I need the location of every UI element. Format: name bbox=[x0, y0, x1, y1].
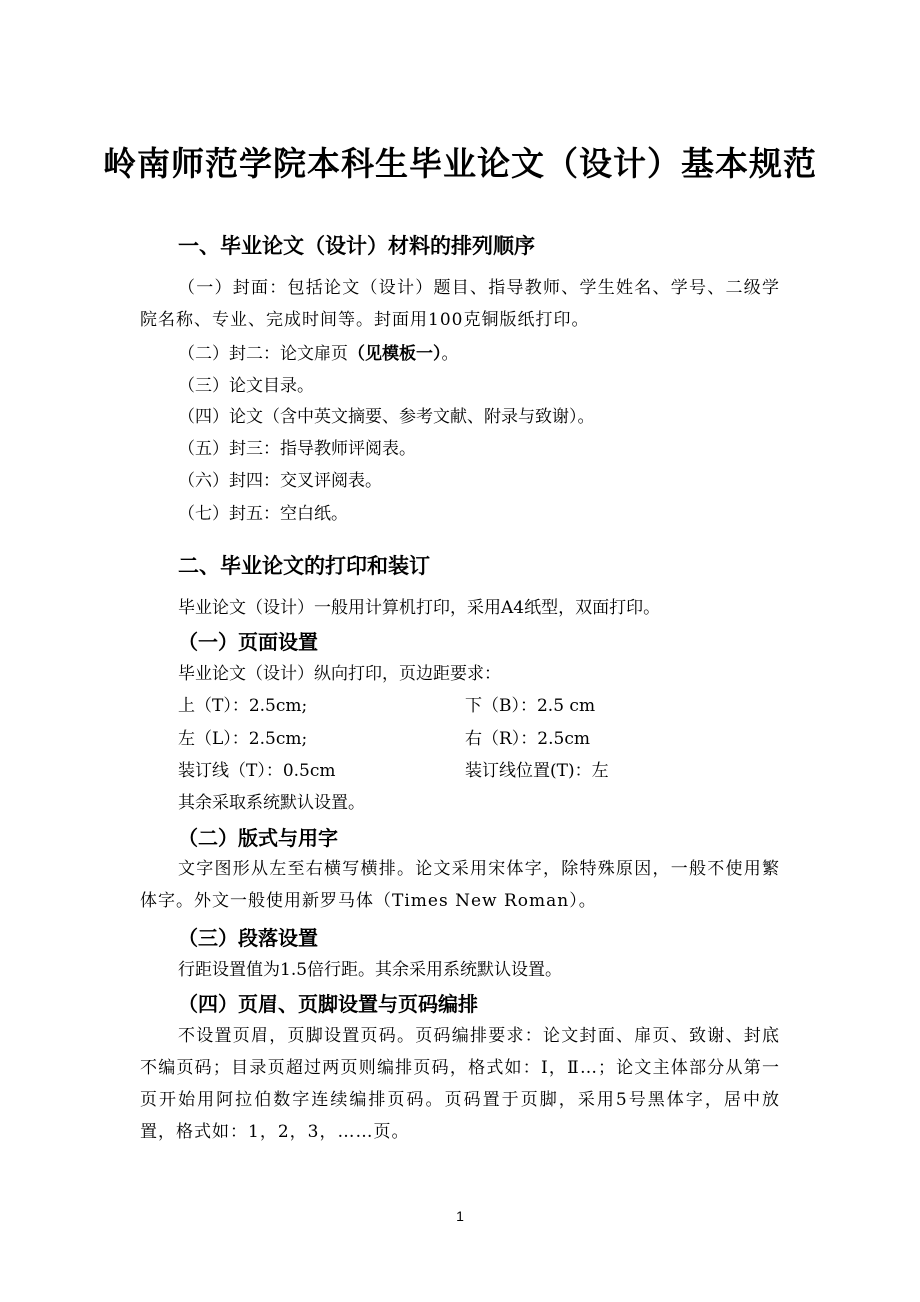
gutter: 装订线（T）：0.5cm bbox=[178, 761, 336, 781]
section1-heading: 一、毕业论文（设计）材料的排列顺序 bbox=[178, 234, 535, 258]
section2-sub2-text: 文字图形从左至右横写横排。论文采用宋体字，除特殊原因，一般不使用繁体字。外文一般使用新罗马体（Times New Roman）。 bbox=[140, 859, 780, 911]
section1-item5: （五）封三：指导教师评阅表。 bbox=[178, 439, 416, 459]
section1-item1: （一）封面：包括论文（设计）题目、指导教师、学生姓名、学号、二级学院名称、专业、完成时间等。封面用100克铜版纸打印。 bbox=[140, 278, 780, 330]
section1-item3: （三）论文目录。 bbox=[178, 376, 314, 396]
margin-rest: 其余采取系统默认设置。 bbox=[178, 793, 365, 813]
page-number: 1 bbox=[456, 1208, 464, 1224]
section1-item7: （七）封五：空白纸。 bbox=[178, 504, 348, 524]
margin-top: 上（T）：2.5cm; bbox=[178, 696, 308, 716]
section2-sub3-text: 行距设置值为1.5倍行距。其余采用系统默认设置。 bbox=[178, 960, 563, 980]
section1-item2-end: 。 bbox=[441, 344, 459, 364]
section2-intro: 毕业论文（设计）一般用计算机打印，采用A4纸型，双面打印。 bbox=[178, 598, 661, 618]
gutter-position: 装订线位置(T)：左 bbox=[465, 761, 609, 781]
section2-sub3-heading: （三）段落设置 bbox=[178, 926, 318, 950]
section2-sub4-text: 不设置页眉，页脚设置页码。页码编排要求：论文封面、扉页、致谢、封底不编页码；目录页超过两页则编排页码，格式如：Ⅰ，Ⅱ…；论文主体部分从第一页开始用阿拉伯数字连续编排页码。页码置于页脚，采用5号黑体字，居中放置，格式如：1，2，3，……页。 bbox=[140, 1026, 780, 1142]
section1-item2 bbox=[178, 342, 459, 366]
section2-sub4-heading: （四）页眉、页脚设置与页码编排 bbox=[178, 992, 478, 1016]
section2-sub2-heading: （二）版式与用字 bbox=[178, 826, 338, 850]
section2-sub1-heading: （一）页面设置 bbox=[178, 630, 318, 654]
margin-right: 右（R）：2.5cm bbox=[465, 729, 590, 749]
document-title: 岭南师范学院本科生毕业论文（设计）基本规范 bbox=[103, 144, 817, 183]
margin-bottom: 下（B）：2.5 cm bbox=[465, 696, 596, 716]
margin-left: 左（L）：2.5cm; bbox=[178, 729, 308, 749]
section1-item2-text: （二）封二：论文扉页 bbox=[178, 344, 348, 364]
section1-item4: （四）论文（含中英文摘要、参考文献、附录与致谢）。 bbox=[178, 407, 595, 427]
section1-item6: （六）封四：交叉评阅表。 bbox=[178, 471, 382, 491]
section1-item2-bold: （见模板一） bbox=[348, 344, 442, 364]
section2-heading: 二、毕业论文的打印和装订 bbox=[178, 554, 430, 578]
margin-intro: 毕业论文（设计）纵向打印，页边距要求： bbox=[178, 664, 501, 684]
